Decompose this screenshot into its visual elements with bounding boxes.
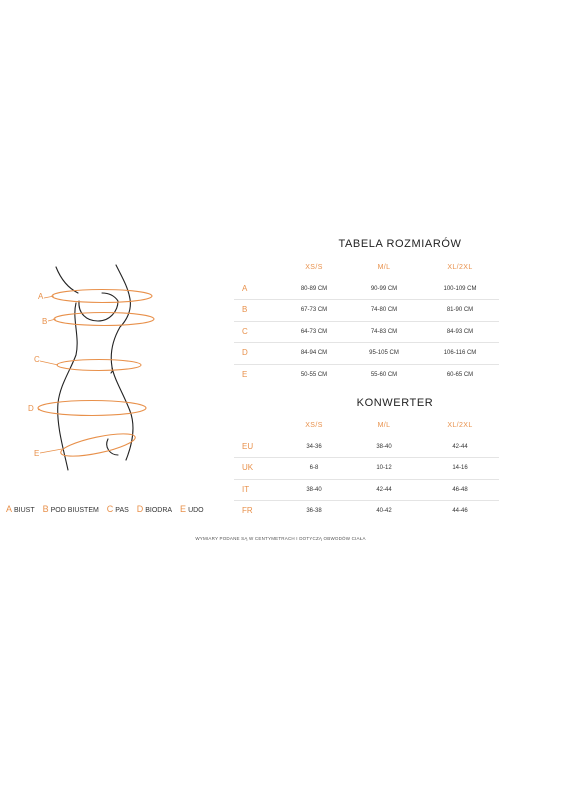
table-cell: 44-46 xyxy=(452,508,468,514)
row-label: UK xyxy=(242,463,254,472)
waist-measure-ring xyxy=(57,360,141,371)
legend-label: BIUST xyxy=(14,507,35,514)
figure-letter-c: C xyxy=(34,355,40,364)
table-cell: 106-116 CM xyxy=(443,350,477,356)
left-body-outline xyxy=(58,303,77,470)
table-cell: 10-12 xyxy=(376,465,392,471)
thigh-measure-ring xyxy=(59,429,137,460)
legend-item xyxy=(180,504,204,514)
table-row xyxy=(234,501,499,522)
legend-letter: B xyxy=(42,504,49,514)
table-cell: 42-44 xyxy=(376,486,392,493)
legend-item xyxy=(43,504,99,514)
table-row xyxy=(234,300,499,322)
table-cell: 40-42 xyxy=(376,508,392,514)
column-header: XL/2XL xyxy=(447,422,473,429)
size-table-title: TABELA ROZMIARÓW xyxy=(338,238,462,250)
table-cell: 84-94 CM xyxy=(300,350,328,356)
table-cell: 42-44 xyxy=(452,443,468,450)
table-row xyxy=(234,437,499,459)
table-row xyxy=(234,458,499,480)
hip-measure-ring xyxy=(38,401,146,416)
table-cell: 6-8 xyxy=(309,465,319,471)
figure-letter-a: A xyxy=(38,292,44,301)
legend-letter: A xyxy=(6,504,13,514)
row-label: D xyxy=(242,348,248,357)
legend-letter: C xyxy=(106,504,114,514)
row-label: EU xyxy=(242,441,254,451)
table-cell: 38-40 xyxy=(376,443,392,450)
legend-label: PAS xyxy=(115,507,129,514)
legend-label: BIODRA xyxy=(145,507,173,514)
measurement-footnote: WYMIARY PODANE SĄ W CENTYMETRACH I DOTYCZĄ OBWODÓW CIAŁA xyxy=(195,536,366,541)
body-silhouette-drawing xyxy=(0,255,170,490)
table-row xyxy=(234,480,499,502)
legend-item xyxy=(6,504,35,514)
table-header-row xyxy=(234,258,499,279)
table-cell: 46-48 xyxy=(452,486,468,493)
table-row xyxy=(234,365,499,386)
legend-letter: E xyxy=(180,504,187,514)
row-label: B xyxy=(242,305,248,314)
table-row xyxy=(234,322,499,344)
table-cell: 50-55 CM xyxy=(300,371,328,378)
row-label: IT xyxy=(242,484,250,494)
table-cell: 74-80 CM xyxy=(370,307,398,313)
converter-table xyxy=(234,416,499,522)
legend-item xyxy=(107,504,129,514)
table-cell: 38-40 xyxy=(306,486,322,493)
row-label: FR xyxy=(242,506,253,515)
legend-label: POD BIUSTEM xyxy=(50,507,99,514)
legend-label: UDO xyxy=(188,507,204,514)
bust-curve xyxy=(79,293,118,321)
bust-measure-ring xyxy=(52,290,152,303)
right-body-outline xyxy=(111,265,133,460)
table-cell: 90-99 CM xyxy=(370,285,398,292)
figure-letter-d: D xyxy=(28,404,34,413)
column-header: XL/2XL xyxy=(447,264,473,271)
table-cell: 34-36 xyxy=(306,443,322,450)
left-shoulder-line xyxy=(56,267,78,293)
table-cell: 95-105 CM xyxy=(369,350,399,356)
row-label: A xyxy=(242,283,248,293)
thigh-curve xyxy=(107,439,118,455)
figure-letter-e: E xyxy=(34,449,40,458)
column-header: XS/S xyxy=(305,422,323,429)
converter-title: KONWERTER xyxy=(356,397,434,409)
figure-letter-b: B xyxy=(42,317,48,326)
table-cell: 67-73 CM xyxy=(300,307,328,313)
table-row xyxy=(234,343,499,365)
table-cell: 81-90 CM xyxy=(446,307,474,313)
table-cell: 84-93 CM xyxy=(446,328,474,335)
measurement-legend xyxy=(6,504,210,514)
column-header: M/L xyxy=(377,264,391,271)
table-cell: 55-60 CM xyxy=(370,371,398,378)
table-cell: 64-73 CM xyxy=(300,328,328,335)
column-header: XS/S xyxy=(305,264,323,271)
underbust-measure-ring xyxy=(54,313,154,326)
table-cell: 36-38 xyxy=(306,508,322,514)
body-measurement-figure xyxy=(0,255,170,490)
size-table xyxy=(234,258,499,385)
row-label: C xyxy=(242,326,248,336)
legend-letter: D xyxy=(136,504,144,514)
table-cell: 100-109 CM xyxy=(443,285,477,292)
table-cell: 74-83 CM xyxy=(370,328,398,335)
table-cell: 14-16 xyxy=(452,465,468,471)
table-row xyxy=(234,279,499,301)
column-header: M/L xyxy=(377,422,391,429)
legend-item xyxy=(137,504,172,514)
table-cell: 80-89 CM xyxy=(300,285,328,292)
table-cell: 60-65 CM xyxy=(446,371,474,378)
row-label: E xyxy=(242,369,248,379)
table-header-row xyxy=(234,416,499,437)
